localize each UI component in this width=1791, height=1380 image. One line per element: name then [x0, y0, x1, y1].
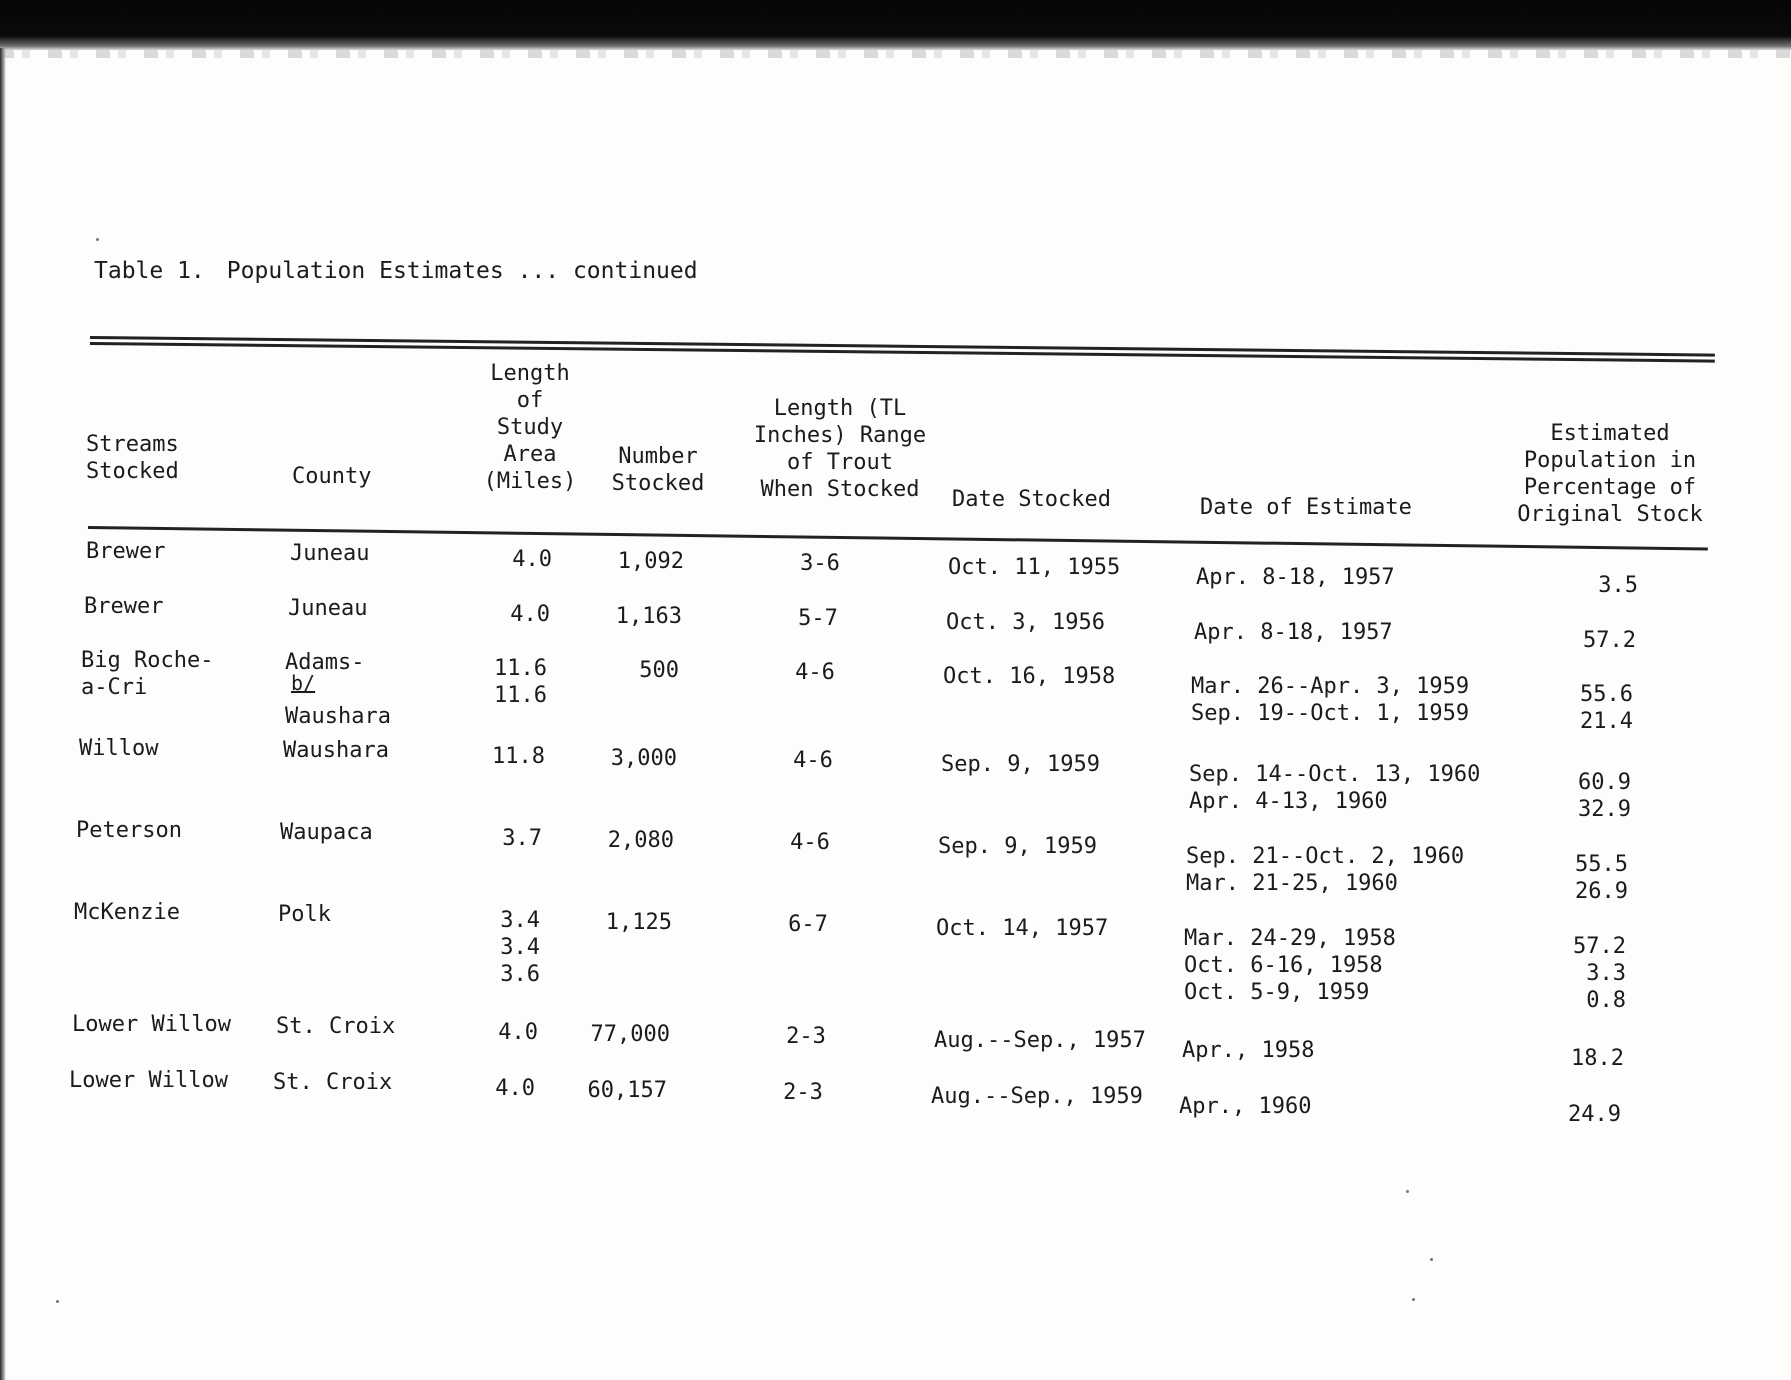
- table-top-double-rule: [90, 336, 1715, 366]
- cell-stream-line: a-Cri: [81, 675, 148, 700]
- cell-range-line: 3-6: [800, 551, 840, 576]
- cell-stream: [84, 593, 163, 620]
- header-county: [292, 463, 371, 490]
- header-length-area-line: of: [516, 388, 544, 413]
- cell-range: [775, 659, 855, 686]
- header-date-stocked-line: Date Stocked: [952, 487, 1111, 512]
- cell-stream-line: Lower Willow: [72, 1012, 231, 1037]
- cell-percent: [1548, 933, 1626, 1014]
- cell-date-stocked-line: Aug.--Sep., 1957: [934, 1028, 1146, 1053]
- header-length-area: [470, 360, 590, 495]
- cell-number: [586, 603, 682, 630]
- cell-county-line: Juneau: [288, 596, 368, 621]
- cell-county-line: Juneau: [290, 541, 370, 566]
- cell-date-stocked: [948, 554, 1120, 581]
- cell-number-line: 500: [639, 658, 679, 683]
- cell-date-estimate: [1196, 564, 1395, 591]
- header-percent: [1500, 420, 1720, 528]
- cell-percent-line: 26.9: [1575, 879, 1628, 904]
- cell-date-stocked: [936, 915, 1108, 942]
- cell-miles-line: 11.8: [492, 744, 545, 769]
- cell-range: [763, 1079, 843, 1106]
- cell-percent-line: 0.8: [1586, 988, 1626, 1013]
- scan-border-left: [0, 48, 6, 1380]
- cell-percent-line: 18.2: [1571, 1046, 1624, 1071]
- cell-percent-line: 60.9: [1578, 770, 1631, 795]
- cell-stream-line: Brewer: [84, 594, 164, 619]
- cell-stream-line: McKenzie: [74, 900, 180, 925]
- cell-miles-line: 3.4: [500, 908, 540, 933]
- cell-miles: [465, 743, 545, 770]
- cell-miles: [455, 1075, 535, 1102]
- cell-number-line: 2,080: [607, 828, 674, 853]
- cell-range: [768, 911, 848, 938]
- cell-percent-line: 55.5: [1575, 852, 1628, 877]
- cell-date-estimate-line: Oct. 6-16, 1958: [1184, 953, 1383, 978]
- cell-date-estimate: [1179, 1093, 1311, 1120]
- cell-percent-line: 57.2: [1573, 934, 1626, 959]
- header-length-area-line: Area: [503, 442, 557, 467]
- table-caption: [94, 258, 698, 284]
- cell-miles-line: 3.4: [500, 935, 540, 960]
- cell-range-line: 6-7: [788, 912, 828, 937]
- cell-number: [578, 827, 674, 854]
- cell-date-stocked-line: Sep. 9, 1959: [938, 834, 1097, 859]
- cell-range-line: 2-3: [786, 1024, 826, 1049]
- cell-date-estimate-line: Mar. 26--Apr. 3, 1959: [1191, 674, 1470, 699]
- cell-stream-line: Brewer: [86, 539, 166, 564]
- cell-date-estimate-line: Mar. 21-25, 1960: [1186, 871, 1398, 896]
- scan-speck: [1406, 1190, 1409, 1193]
- scan-border-top: [0, 0, 1791, 50]
- cell-miles: [470, 601, 550, 628]
- cell-date-estimate-line: Mar. 24-29, 1958: [1184, 926, 1396, 951]
- cell-range-line: 4-6: [793, 748, 833, 773]
- cell-stream-line: Willow: [79, 736, 159, 761]
- header-county-line: County: [292, 464, 372, 489]
- cell-date-stocked: [931, 1083, 1143, 1110]
- cell-range-line: 4-6: [795, 660, 835, 685]
- cell-date-estimate: [1194, 619, 1393, 646]
- header-trout-length: [740, 395, 940, 503]
- cell-county-line: St. Croix: [276, 1014, 396, 1039]
- cell-miles-line: 4.0: [512, 547, 552, 572]
- cell-percent-line: 55.6: [1580, 682, 1633, 707]
- cell-date-stocked-line: Oct. 16, 1958: [943, 664, 1116, 689]
- cell-percent-line: 3.5: [1598, 573, 1638, 598]
- header-length-area-line: Study: [496, 415, 564, 440]
- scan-speck: [56, 1300, 59, 1303]
- cell-range: [766, 1023, 846, 1050]
- header-percent-line: Population in: [1523, 448, 1697, 473]
- cell-range: [778, 605, 858, 632]
- cell-percent: [1543, 1101, 1621, 1128]
- header-date-estimate-line: Date of Estimate: [1200, 495, 1412, 520]
- cell-date-estimate-line: Sep. 14--Oct. 13, 1960: [1189, 762, 1481, 787]
- cell-number-line: 1,125: [605, 910, 672, 935]
- cell-date-estimate: [1189, 761, 1480, 815]
- cell-stream: [81, 647, 213, 701]
- cell-percent-line: 57.2: [1583, 628, 1636, 653]
- cell-county: [283, 737, 389, 764]
- cell-date-stocked-line: Oct. 11, 1955: [948, 555, 1121, 580]
- header-percent-line: Estimated: [1550, 421, 1670, 446]
- cell-miles-line: 11.6: [494, 656, 547, 681]
- cell-date-stocked: [938, 833, 1097, 860]
- cell-miles-line: 4.0: [510, 602, 550, 627]
- cell-number: [571, 1077, 667, 1104]
- cell-number-line: 77,000: [590, 1022, 670, 1047]
- cell-number-line: 1,092: [617, 549, 684, 574]
- cell-number-line: 60,157: [587, 1078, 667, 1103]
- header-number-line: Number: [618, 444, 698, 469]
- cell-date-stocked: [934, 1027, 1146, 1054]
- cell-date-estimate: [1186, 843, 1464, 897]
- cell-percent: [1560, 572, 1638, 599]
- caption-title: Population Estimates ... continued: [226, 258, 698, 284]
- cell-stream: [74, 899, 180, 926]
- cell-date-stocked-line: Oct. 3, 1956: [946, 610, 1105, 635]
- cell-miles: [460, 907, 540, 988]
- cell-range-line: 5-7: [798, 606, 838, 631]
- cell-stream: [86, 538, 165, 565]
- header-stream-line: Stocked: [86, 459, 179, 484]
- cell-date-estimate: [1184, 925, 1396, 1006]
- cell-miles: [472, 546, 552, 573]
- cell-percent: [1558, 627, 1636, 654]
- cell-number: [581, 745, 677, 772]
- cell-percent-line: 3.3: [1586, 961, 1626, 986]
- cell-stream: [76, 817, 182, 844]
- cell-range-line: 2-3: [783, 1080, 823, 1105]
- header-trout-length-line: of Trout: [787, 450, 893, 475]
- cell-county: [290, 540, 369, 567]
- cell-date-stocked-line: Oct. 14, 1957: [936, 916, 1109, 941]
- header-stream: [86, 431, 179, 485]
- cell-county-line: Waushara: [283, 738, 389, 763]
- cell-miles-line: 3.7: [502, 826, 542, 851]
- cell-county: [285, 649, 391, 730]
- header-trout-length-line: When Stocked: [760, 477, 920, 502]
- cell-number: [588, 548, 684, 575]
- cell-date-estimate-line: Apr., 1958: [1182, 1038, 1315, 1063]
- scan-speck: [1412, 1298, 1415, 1301]
- cell-number: [576, 909, 672, 936]
- cell-county-line: Adams- b/: [285, 649, 391, 703]
- cell-percent-line: 24.9: [1568, 1102, 1621, 1127]
- cell-percent-line: 32.9: [1578, 797, 1631, 822]
- cell-number: [583, 657, 679, 684]
- header-length-area-line: (Miles): [483, 469, 577, 494]
- cell-county: [278, 901, 331, 928]
- header-length-area-line: Length: [490, 361, 570, 386]
- cell-county: [280, 819, 373, 846]
- cell-miles-line: 3.6: [500, 962, 540, 987]
- cell-date-stocked-line: Aug.--Sep., 1959: [931, 1084, 1143, 1109]
- cell-range: [780, 550, 860, 577]
- cell-date-estimate: [1191, 673, 1469, 727]
- header-date-stocked: [952, 486, 1111, 513]
- cell-county-line: Waupaca: [280, 820, 373, 845]
- cell-date-stocked: [943, 663, 1115, 690]
- cell-percent: [1546, 1045, 1624, 1072]
- cell-stream: [69, 1067, 228, 1094]
- cell-stream: [79, 735, 158, 762]
- footnote-marker: b/: [291, 671, 316, 695]
- cell-percent: [1553, 769, 1631, 823]
- caption-label: Table 1.: [94, 258, 205, 284]
- header-number-line: Stocked: [611, 471, 705, 496]
- cell-county: [273, 1069, 392, 1096]
- cell-number-line: 1,163: [615, 604, 682, 629]
- cell-range: [770, 829, 850, 856]
- cell-stream-line: Big Roche-: [81, 648, 214, 673]
- scan-speck: [96, 238, 99, 241]
- header-trout-length-line: Inches) Range: [753, 423, 927, 448]
- cell-miles: [462, 825, 542, 852]
- cell-percent: [1555, 681, 1633, 735]
- cell-percent: [1550, 851, 1628, 905]
- cell-miles-line: 11.6: [494, 683, 547, 708]
- cell-number-line: 3,000: [610, 746, 677, 771]
- cell-county: [288, 595, 367, 622]
- cell-county-line: St. Croix: [273, 1070, 393, 1095]
- cell-stream-line: Peterson: [76, 818, 182, 843]
- cell-county: [276, 1013, 395, 1040]
- cell-date-stocked: [941, 751, 1100, 778]
- cell-date-estimate-line: Apr. 8-18, 1957: [1194, 620, 1393, 645]
- scan-speck: [1430, 1258, 1433, 1261]
- cell-miles: [467, 655, 547, 709]
- header-trout-length-line: Length (TL: [773, 396, 907, 421]
- cell-range: [773, 747, 853, 774]
- cell-date-estimate-line: Apr. 8-18, 1957: [1196, 565, 1395, 590]
- header-percent-line: Original Stock: [1517, 502, 1703, 527]
- header-number: [598, 443, 718, 497]
- cell-stream-line: Lower Willow: [69, 1068, 228, 1093]
- header-stream-line: Streams: [86, 432, 179, 457]
- cell-range-line: 4-6: [790, 830, 830, 855]
- header-percent-line: Percentage of: [1523, 475, 1697, 500]
- cell-date-stocked: [946, 609, 1105, 636]
- cell-date-estimate-line: Apr., 1960: [1179, 1094, 1312, 1119]
- cell-miles-line: 4.0: [495, 1076, 535, 1101]
- header-date-estimate: [1200, 494, 1412, 521]
- cell-date-estimate-line: Sep. 19--Oct. 1, 1959: [1191, 701, 1470, 726]
- cell-number: [574, 1021, 670, 1048]
- cell-date-estimate-line: Oct. 5-9, 1959: [1184, 980, 1370, 1005]
- cell-date-estimate-line: Sep. 21--Oct. 2, 1960: [1186, 844, 1465, 869]
- cell-date-estimate-line: Apr. 4-13, 1960: [1189, 789, 1388, 814]
- cell-county-line: Waushara: [285, 704, 391, 729]
- cell-county-line: Polk: [278, 902, 331, 927]
- cell-miles-line: 4.0: [498, 1020, 538, 1045]
- cell-date-estimate: [1182, 1037, 1314, 1064]
- cell-percent-line: 21.4: [1580, 709, 1633, 734]
- cell-stream: [72, 1011, 231, 1038]
- cell-date-stocked-line: Sep. 9, 1959: [941, 752, 1100, 777]
- cell-miles: [458, 1019, 538, 1046]
